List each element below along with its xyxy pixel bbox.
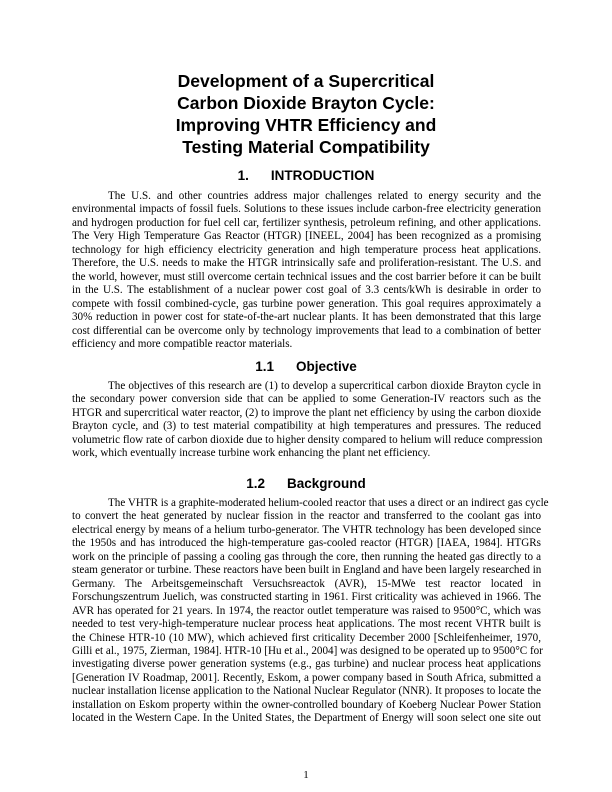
text-line: Brayton cycle, and (3) to test material compatibility at high temperatures and pressures. The reduced [72, 420, 541, 433]
text-line: 30% reduction in power cost for state-of-the-art nuclear plants. It has been demonstrated that this large [72, 311, 541, 324]
text-line: installation on Eskom property within the owner-controlled boundary of Koeberg Nuclear Power Station [72, 698, 541, 711]
text-line: [Generation IV Roadmap, 2001]. Recently, Eskom, a power company based in South Africa, submitted a [72, 671, 541, 684]
section-heading-background [0, 476, 612, 491]
text-line: environmental impacts of fossil fuels. Solutions to these issues include carbon-free electricity generation [72, 203, 541, 216]
text-line: nuclear installation license application to the National Nuclear Regulator (NNR). It proposes to locate the [72, 685, 541, 698]
section-number: 1. [237, 168, 249, 183]
section-title: Background [287, 476, 366, 491]
section-heading-introduction [0, 168, 612, 183]
text-line: the 1950s and has introduced the high-temperature gas-cooled reactor (HTGR) [IAEA, 1984]. HTGRs [72, 537, 541, 550]
page-number: 1 [303, 769, 309, 781]
text-line: technology for high efficiency electricity generation and high temperature process heat applications. [72, 243, 541, 256]
section-number: 1.1 [255, 359, 274, 374]
paragraph-introduction [72, 190, 541, 351]
text-line: Gilli et al., 1975, Zierman, 1984]. HTR-10 [Hu et al., 2004] was designed to be operated up to 9500°C for [72, 644, 543, 657]
text-line: work, which eventually increase turbine work enhancing the plant net efficiency. [72, 447, 431, 460]
text-line: Forschungszentrum Juelich, was constructed starting in 1961. First criticality was achieved in 1966. The [72, 591, 541, 604]
text-line: in the U.S. The establishment of a nuclear power cost goal of 3.3 cents/kWh is desirable in order to [72, 284, 541, 297]
title-line: Development of a Supercritical [177, 71, 435, 91]
text-line: volumetric flow rate of carbon dioxide due to higher density compared to helium will reduce compression [72, 433, 543, 446]
title-line: Testing Material Compatibility [182, 137, 430, 157]
title-line: Carbon Dioxide Brayton Cycle: [177, 93, 435, 113]
text-line: and hydrogen production for fuel cell car, fertilizer synthesis, petroleum refining, and other applications. [72, 216, 541, 229]
text-line: the secondary power conversion side that can be applied to some Generation-IV reactors such as the [72, 393, 541, 406]
text-line: investigating diverse power generation systems (e.g., gas turbine) and nuclear process heat applications [72, 658, 541, 671]
text-line: cost differential can be overcome only by technology improvements that lead to a combination of better [72, 324, 541, 337]
text-line: HTGR and supercritical water reactor, (2) to improve the plant net efficiency by using the carbon dioxide [72, 406, 541, 419]
text-line: to convert the heat generated by nuclear fission in the reactor and transferred to the coolant gas into [72, 510, 541, 523]
text-line: the world, however, must still overcome certain technical issues and the cost barrier before it can be built [72, 270, 541, 283]
text-line: work on the principle of passing a cooling gas through the core, then running the heated gas directly to a [72, 550, 541, 563]
text-line: compete with fossil combined-cycle, gas turbine power generation. This goal requires approximately a [72, 297, 541, 310]
section-number: 1.2 [246, 476, 265, 491]
text-line: located in the Western Cape. In the United States, the Department of Energy will soon select one site out [72, 712, 541, 725]
text-line: The Very High Temperature Gas Reactor (HTGR) [INEEL, 2004] has been recognized as a promising [72, 230, 541, 243]
text-line: The VHTR is a graphite-moderated helium-cooled reactor that uses a direct or an indirect gas cycle [108, 497, 549, 509]
text-line: needed to test very-high-temperature nuclear process heat applications. The most recent VHTR built is [72, 618, 541, 631]
text-line: The objectives of this research are (1) to develop a supercritical carbon dioxide Brayton cycle in [108, 380, 541, 392]
text-line: steam generator or turbine. These reactors have been built in England and have been largely researched in [72, 564, 542, 577]
section-heading-objective [0, 359, 612, 374]
text-line: The U.S. and other countries address major challenges related to energy security and the [108, 190, 541, 202]
section-title: INTRODUCTION [270, 168, 375, 183]
title-line: Improving VHTR Efficiency and [175, 115, 437, 135]
document-title [0, 70, 612, 158]
section-title: Objective [296, 359, 357, 374]
paragraph-background [72, 497, 549, 726]
text-line: efficiency and more compatible reactor materials. [72, 337, 293, 350]
text-line: electrical energy by means of a helium turbo-generator. The VHTR technology has been developed since [72, 523, 541, 536]
text-line: the Chinese HTR-10 (10 MW), which achieved first criticality December 2000 [Schleifenheimer, 1970, [72, 631, 541, 644]
paragraph-objective [72, 380, 541, 461]
text-line: Therefore, the U.S. needs to make the HTGR intrinsically safe and proliferation-resistant. The U.S. and [72, 257, 541, 270]
text-line: AVR has operated for 21 years. In 1974, the reactor outlet temperature was raised to 9500°C, which was [72, 604, 541, 617]
text-line: Germany. The Arbeitsgemeinschaft Versuchsreactok (AVR), 15-MWe test reactor located in [72, 577, 541, 590]
